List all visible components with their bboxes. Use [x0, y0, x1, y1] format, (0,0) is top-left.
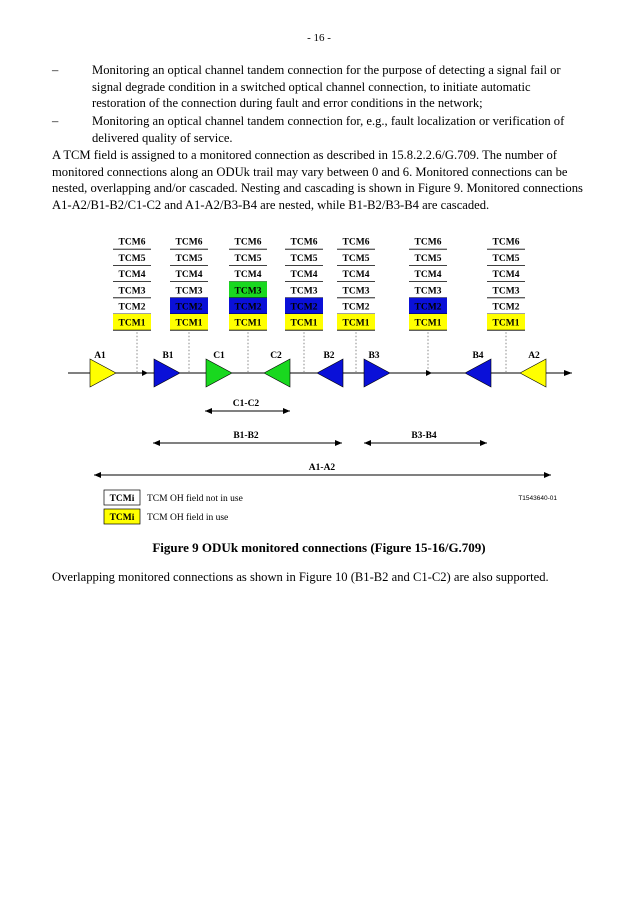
tcm-cell-label: TCM3: [234, 286, 262, 297]
node-triangle: [206, 359, 232, 387]
span-label: B1-B2: [233, 431, 259, 441]
span-label: A1-A2: [308, 463, 336, 473]
span-arrow-left: [94, 472, 101, 478]
tcm-cell-label: TCM5: [342, 253, 370, 264]
bullet-text: Monitoring an optical channel tandem connection for, e.g., fault localization or verification of delivered quality of service.: [92, 114, 565, 145]
tcm-cell-label: TCM5: [118, 253, 146, 264]
tcm-cell-label: TCM5: [492, 253, 520, 264]
legend-key-label: TCMi: [109, 513, 135, 523]
tcm-cell-label: TCM5: [175, 253, 203, 264]
node-label: C1: [213, 351, 225, 361]
legend-text: TCM OH field not in use: [147, 494, 243, 504]
tcm-cell-label: TCM4: [342, 270, 370, 281]
tcm-cell-label: TCM4: [492, 270, 520, 281]
tcm-cell-label: TCM4: [175, 270, 203, 281]
span-arrow-left: [364, 440, 371, 446]
tcm-cell-label: TCM5: [234, 253, 262, 264]
tcm-cell-label: TCM6: [175, 237, 203, 248]
tcm-cell-label: TCM6: [290, 237, 318, 248]
node-label: A2: [528, 351, 540, 361]
tcm-cell-label: TCM6: [492, 237, 520, 248]
trail-arrow-end: [564, 370, 572, 376]
node-label: B1: [162, 351, 174, 361]
tcm-cell-label: TCM3: [175, 286, 203, 297]
tcm-cell-label: TCM3: [342, 286, 370, 297]
span-arrow-right: [335, 440, 342, 446]
tcm-cell-label: TCM4: [118, 270, 146, 281]
span-label: B3-B4: [411, 431, 437, 441]
body-paragraph: A TCM field is assigned to a monitored connection as described in 15.8.2.2.6/G.709. The number of monitored connections along an ODUk trail may vary between 0 and 6. Monitored connections can be nested, overlapping and/or cascaded. Nesting and cascading is shown in Figure 9. Monitored connections A1-A2/B1-B2/C1-C2 and A1-A2/B3-B4 are nested, while B1-B2/B3-B4 are cascaded.: [52, 148, 583, 212]
tcm-cell-label: TCM4: [234, 270, 262, 281]
tcm-cell-label: TCM2: [175, 302, 203, 313]
tcm-cell-label: TCM1: [492, 318, 520, 329]
node-triangle: [364, 359, 390, 387]
node-label: B4: [472, 351, 484, 361]
bullet-text: Monitoring an optical channel tandem connection for the purpose of detecting a signal fail or signal degrade condition in a switched optical channel connection, to initiate automatic restoration of the connection during fault and error conditions in the network;: [92, 63, 561, 111]
tcm-cell-label: TCM3: [414, 286, 442, 297]
tcm-cell-label: TCM2: [342, 302, 370, 313]
tcm-cell-label: TCM6: [342, 237, 370, 248]
tcm-cell-label: TCM4: [414, 270, 442, 281]
tcm-cell-label: TCM2: [414, 302, 442, 313]
figure-id: T1543640-01: [518, 495, 557, 502]
tcm-cell-label: TCM2: [118, 302, 146, 313]
tcm-cell-label: TCM1: [342, 318, 370, 329]
tcm-cell-label: TCM3: [290, 286, 318, 297]
tcm-cell-label: TCM1: [118, 318, 146, 329]
node-triangle: [264, 359, 290, 387]
node-triangle: [465, 359, 491, 387]
figure-caption: Figure 9 ODUk monitored connections (Figure 15-16/G.709): [152, 540, 486, 555]
node-label: A1: [94, 351, 106, 361]
node-label: C2: [270, 351, 282, 361]
span-arrow-right: [283, 408, 290, 414]
tcm-cell-label: TCM5: [290, 253, 318, 264]
tcm-cell-label: TCM2: [234, 302, 262, 313]
span-arrow-right: [544, 472, 551, 478]
tcm-cell-label: TCM6: [118, 237, 146, 248]
node-triangle: [317, 359, 343, 387]
legend-key-label: TCMi: [109, 494, 135, 504]
bullet-dash: –: [52, 63, 59, 77]
tcm-cell-label: TCM1: [290, 318, 318, 329]
span-arrow-right: [480, 440, 487, 446]
tcm-cell-label: TCM1: [234, 318, 262, 329]
closing-paragraph: Overlapping monitored connections as shown in Figure 10 (B1-B2 and C1-C2) are also supported.: [52, 570, 549, 584]
tcm-cell-label: TCM1: [175, 318, 203, 329]
node-label: B3: [368, 351, 380, 361]
tcm-cell-label: TCM2: [492, 302, 520, 313]
node-triangle: [90, 359, 116, 387]
node-triangle: [520, 359, 546, 387]
bullet-dash: –: [52, 114, 59, 128]
page-number: - 16 -: [307, 32, 331, 44]
node-triangle: [154, 359, 180, 387]
trail-arrow: [142, 370, 148, 376]
span-arrow-left: [205, 408, 212, 414]
tcm-cell-label: TCM4: [290, 270, 318, 281]
node-label: B2: [323, 351, 335, 361]
tcm-cell-label: TCM5: [414, 253, 442, 264]
tcm-cell-label: TCM1: [414, 318, 442, 329]
legend-text: TCM OH field in use: [147, 513, 229, 523]
tcm-cell-label: TCM3: [492, 286, 520, 297]
tcm-cell-label: TCM6: [414, 237, 442, 248]
span-label: C1-C2: [232, 399, 260, 409]
span-arrow-left: [153, 440, 160, 446]
tcm-cell-label: TCM2: [290, 302, 318, 313]
trail-arrow: [426, 370, 432, 376]
tcm-cell-label: TCM6: [234, 237, 262, 248]
tcm-cell-label: TCM3: [118, 286, 146, 297]
